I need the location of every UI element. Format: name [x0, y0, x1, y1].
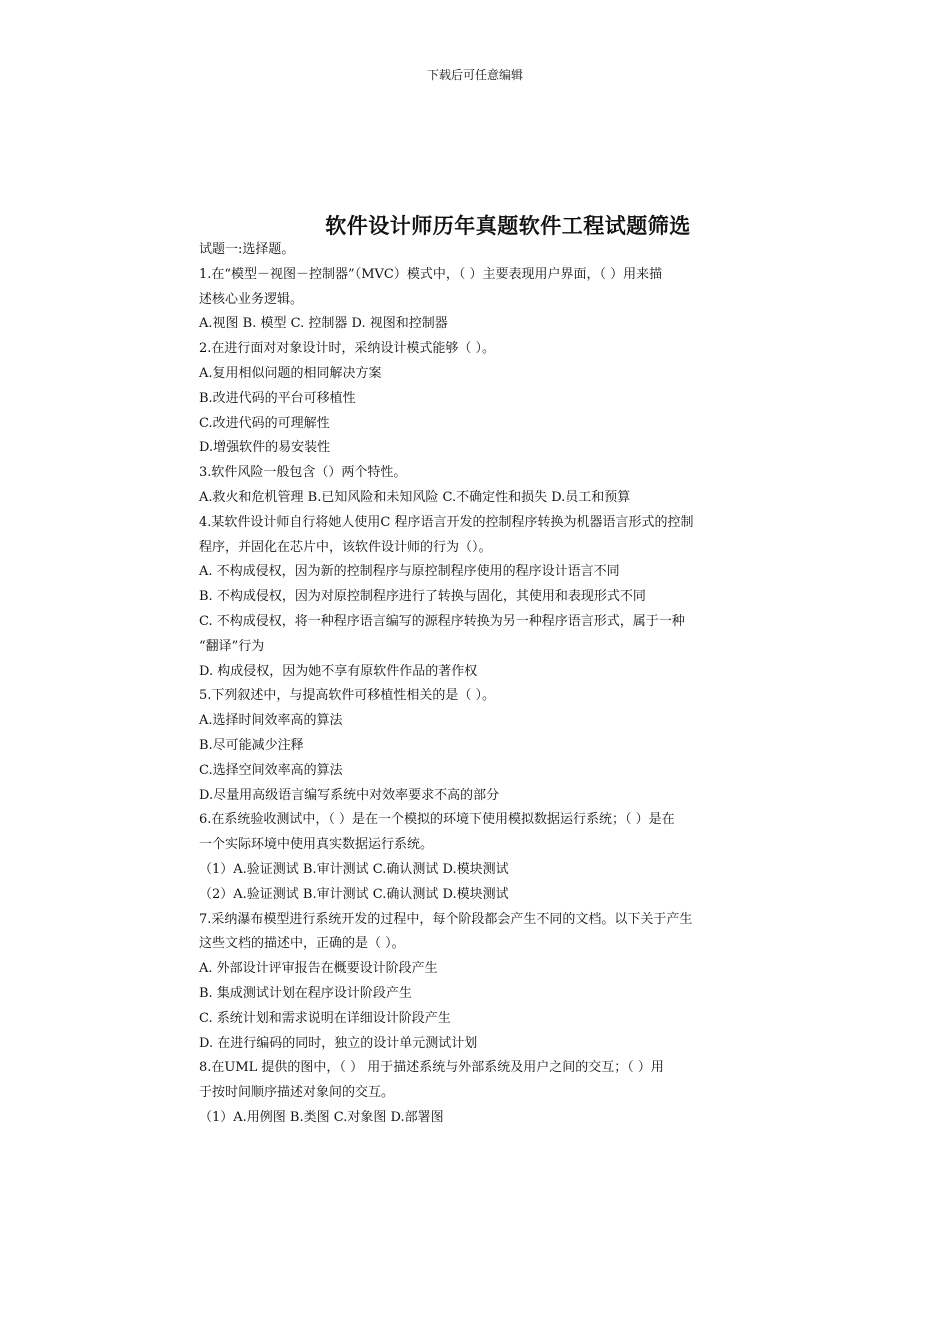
document-title: 软件设计师历年真题软件工程试题筛选	[325, 213, 691, 238]
question-4-option-c-cont: “翻译”行为	[199, 638, 265, 654]
section-heading: 试题一:选择题。	[199, 242, 295, 257]
question-2-option-b: B.改进代码的平台可移植性	[199, 390, 356, 406]
question-1-stem-cont: 述核心业务逻辑。	[199, 291, 304, 307]
question-3-stem: 3.软件风险一般包含（）两个特性。	[199, 465, 407, 481]
question-4-option-d: D. 构成侵权，因为她不享有原软件作品的著作权	[199, 663, 478, 679]
question-4-stem-cont: 程序，并固化在芯片中，该软件设计师的行为（）。	[199, 539, 492, 555]
question-4-stem: 4.某软件设计师自行将她人使用C 程序语言开发的控制程序转换为机器语言形式的控制	[199, 514, 694, 530]
question-2-option-d: D.增强软件的易安装性	[199, 440, 331, 456]
document-body	[199, 238, 747, 1131]
page-header: 下载后可任意编辑	[426, 68, 523, 82]
question-5-option-a: A.选择时间效率高的算法	[199, 713, 343, 729]
question-6-options-1: （1）A.验证测试 B.审计测试 C.确认测试 D.模块测试	[199, 861, 509, 877]
question-5-option-b: B.尽可能减少注释	[199, 737, 304, 753]
question-7-stem-cont: 这些文档的描述中，正确的是（ ）。	[199, 936, 405, 952]
question-1-options: A.视图 B. 模型 C. 控制器 D. 视图和控制器	[199, 316, 448, 332]
question-2-option-c: C.改进代码的可理解性	[199, 415, 330, 431]
question-5-option-d: D.尽量用高级语言编写系统中对效率要求不高的部分	[199, 787, 500, 803]
question-7-option-b: B. 集成测试计划在程序设计阶段产生	[199, 985, 412, 1001]
question-5-stem: 5.下列叙述中，与提高软件可移植性相关的是（ ）。	[199, 688, 496, 704]
question-6-options-2: （2）A.验证测试 B.审计测试 C.确认测试 D.模块测试	[199, 886, 509, 902]
question-6-stem-cont: 一个实际环境中使用真实数据运行系统。	[199, 837, 434, 853]
question-7-option-a: A. 外部设计评审报告在概要设计阶段产生	[199, 961, 438, 977]
question-2-option-a: A.复用相似问题的相同解决方案	[199, 365, 382, 381]
question-1-stem: 1.在“模型－视图－控制器”（MVC）模式中，（ ）主要表现用户界面，（ ）用来描	[199, 266, 663, 282]
question-7-option-c: C. 系统计划和需求说明在详细设计阶段产生	[199, 1010, 451, 1026]
question-4-option-a: A. 不构成侵权，因为新的控制程序与原控制程序使用的程序设计语言不同	[199, 564, 620, 580]
question-3-options: A.救火和危机管理 B.已知风险和未知风险 C.不确定性和损失 D.员工和预算	[199, 489, 631, 505]
question-6-stem: 6.在系统验收测试中，（ ）是在一个模拟的环境下使用模拟数据运行系统；（ ）是在	[199, 812, 675, 828]
question-4-option-c: C. 不构成侵权，将一种程序语言编写的源程序转换为另一种程序语言形式，属于一种	[199, 613, 685, 629]
question-4-option-b: B. 不构成侵权，因为对原控制程序进行了转换与固化，其使用和表现形式不同	[199, 589, 646, 605]
question-5-option-c: C.选择空间效率高的算法	[199, 762, 343, 778]
question-2-stem: 2.在进行面对对象设计时，采纳设计模式能够（ ）。	[199, 341, 496, 357]
question-8-options-1: （1）A.用例图 B.类图 C.对象图 D.部署图	[199, 1109, 444, 1125]
question-7-stem: 7.采纳瀑布模型进行系统开发的过程中，每个阶段都会产生不同的文档。以下关于产生	[199, 911, 693, 927]
question-8-stem: 8.在UML 提供的图中，（ ） 用于描述系统与外部系统及用户之间的交互；（ ）用	[199, 1060, 664, 1076]
question-8-stem-cont: 于按时间顺序描述对象间的交互。	[199, 1085, 395, 1101]
question-7-option-d: D. 在进行编码的同时，独立的设计单元测试计划	[199, 1035, 478, 1051]
